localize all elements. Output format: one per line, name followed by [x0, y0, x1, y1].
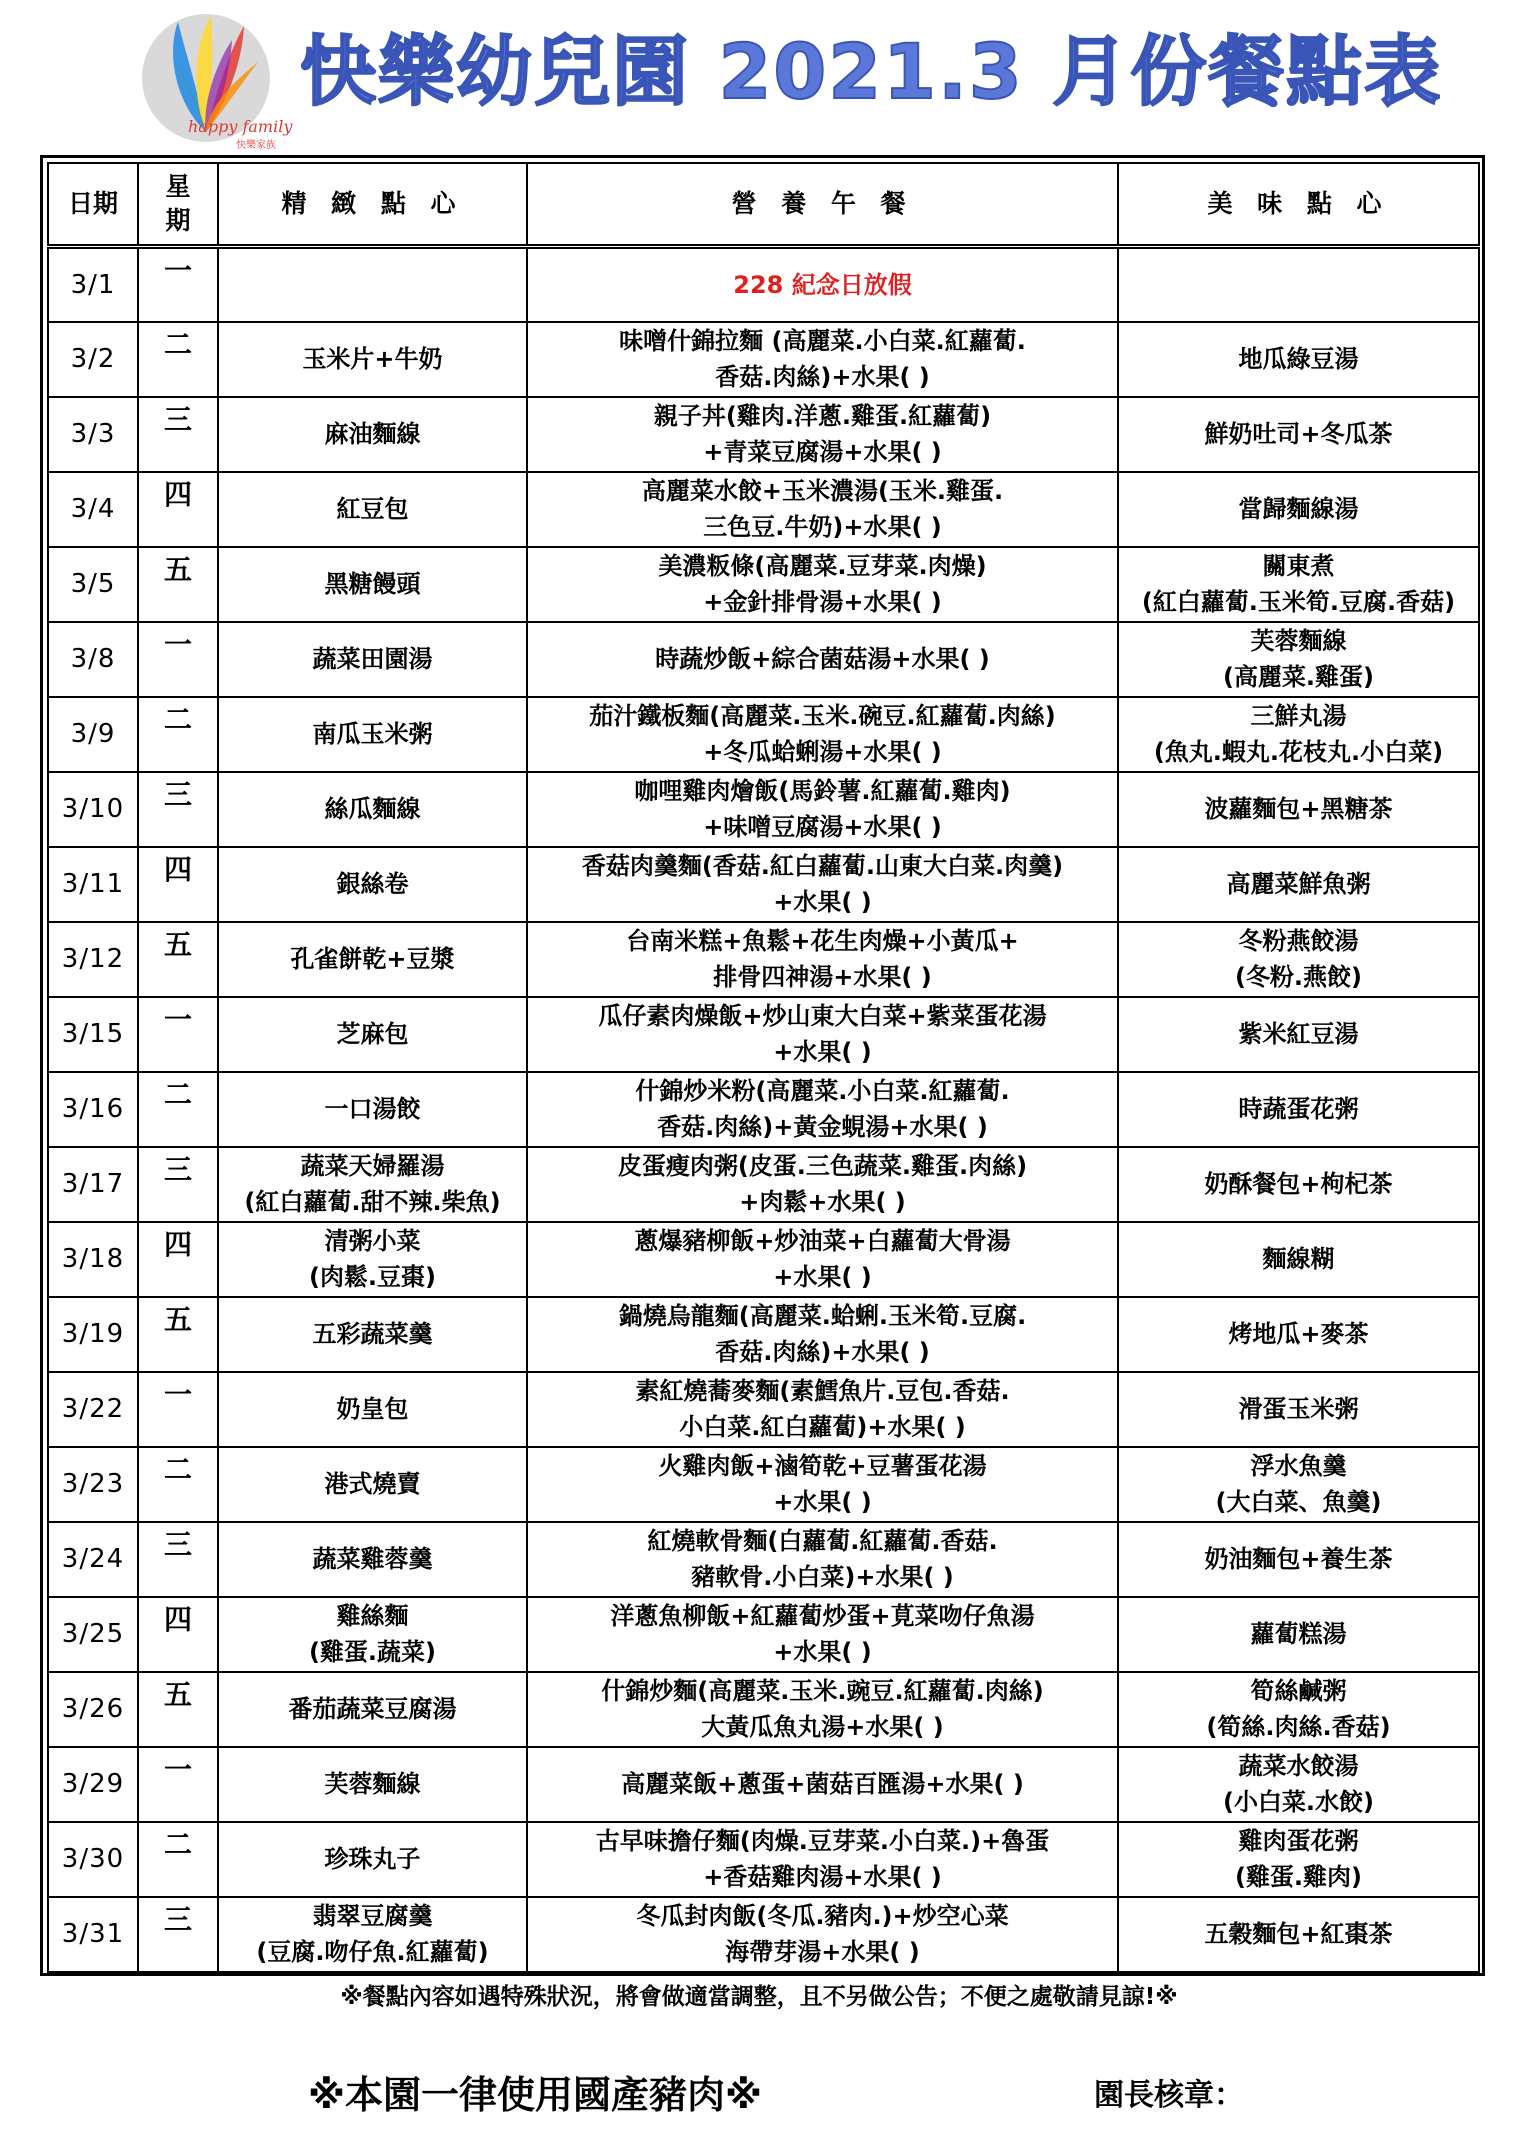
weekday-cell: 一: [138, 997, 218, 1072]
date-cell: 3/31: [48, 1897, 138, 1972]
table-row: [48, 1447, 1479, 1522]
pork-notice: ※本園一律使用國產豬肉※: [308, 2073, 762, 2117]
pm-snack-cell: 奶油麵包+養生茶: [1118, 1522, 1479, 1597]
weekday-cell: 三: [138, 397, 218, 472]
date-cell: 3/17: [48, 1147, 138, 1222]
column-header-date: 日期: [48, 163, 138, 247]
am-snack-cell: 紅豆包: [218, 472, 527, 547]
footnote: ※餐點內容如遇特殊狀況，將會做適當調整，且不另做公告；不便之處敬請見諒!※: [340, 1984, 1178, 2010]
weekday-cell: 四: [138, 1222, 218, 1297]
am-snack-cell: 一口湯餃: [218, 1072, 527, 1147]
weekday-cell: 五: [138, 922, 218, 997]
pm-snack-cell: 紫米紅豆湯: [1118, 997, 1479, 1072]
lunch-cell: 味噌什錦拉麵 (高麗菜.小白菜.紅蘿蔔. 香菇.肉絲)+水果( ): [527, 322, 1118, 397]
am-snack-cell: 珍珠丸子: [218, 1822, 527, 1897]
principal-stamp-label: 園長核章：: [1094, 2078, 1244, 2113]
table-row: [48, 1072, 1479, 1147]
pm-snack-cell: 浮水魚羹 (大白菜、魚羹): [1118, 1447, 1479, 1522]
table-row: [48, 997, 1479, 1072]
weekday-cell: 二: [138, 322, 218, 397]
weekday-cell: 三: [138, 1897, 218, 1972]
weekday-cell: 二: [138, 1447, 218, 1522]
column-header-lunch: 營 養 午 餐: [527, 163, 1118, 247]
table-row: [48, 1372, 1479, 1447]
table-row: [48, 1597, 1479, 1672]
table-row: [48, 472, 1479, 547]
lunch-cell: 香菇肉羹麵(香菇.紅白蘿蔔.山東大白菜.肉羹) +水果( ): [527, 847, 1118, 922]
am-snack-cell: 五彩蔬菜羹: [218, 1297, 527, 1372]
weekday-cell: 二: [138, 1072, 218, 1147]
menu-table-frame: [40, 155, 1485, 1976]
weekday-cell: 四: [138, 847, 218, 922]
lunch-cell: 紅燒軟骨麵(白蘿蔔.紅蘿蔔.香菇. 豬軟骨.小白菜)+水果( ): [527, 1522, 1118, 1597]
date-cell: 3/29: [48, 1747, 138, 1822]
lunch-cell: 瓜仔素肉燥飯+炒山東大白菜+紫菜蛋花湯 +水果( ): [527, 997, 1118, 1072]
date-cell: 3/3: [48, 397, 138, 472]
lunch-cell: 親子丼(雞肉.洋蔥.雞蛋.紅蘿蔔) +青菜豆腐湯+水果( ): [527, 397, 1118, 472]
lunch-cell: 228 紀念日放假: [527, 247, 1118, 322]
lunch-cell: 時蔬炒飯+綜合菌菇湯+水果( ): [527, 622, 1118, 697]
am-snack-cell: 黑糖饅頭: [218, 547, 527, 622]
weekday-cell: 四: [138, 472, 218, 547]
lunch-cell: 高麗菜飯+蔥蛋+菌菇百匯湯+水果( ): [527, 1747, 1118, 1822]
lunch-cell: 洋蔥魚柳飯+紅蘿蔔炒蛋+莧菜吻仔魚湯 +水果( ): [527, 1597, 1118, 1672]
date-cell: 3/26: [48, 1672, 138, 1747]
table-row: [48, 772, 1479, 847]
date-cell: 3/19: [48, 1297, 138, 1372]
am-snack-cell: 翡翠豆腐羹 (豆腐.吻仔魚.紅蘿蔔): [218, 1897, 527, 1972]
am-snack-cell: 番茄蔬菜豆腐湯: [218, 1672, 527, 1747]
table-header-row: [48, 163, 1479, 247]
weekday-cell: 五: [138, 1297, 218, 1372]
table-row: [48, 1222, 1479, 1297]
table-row: [48, 697, 1479, 772]
am-snack-cell: 奶皇包: [218, 1372, 527, 1447]
pm-snack-cell: 蘿蔔糕湯: [1118, 1597, 1479, 1672]
pm-snack-cell: 滑蛋玉米粥: [1118, 1372, 1479, 1447]
logo-subtext: 快樂家族: [236, 140, 276, 151]
date-cell: 3/12: [48, 922, 138, 997]
lunch-cell: 什錦炒麵(高麗菜.玉米.豌豆.紅蘿蔔.肉絲) 大黃瓜魚丸湯+水果( ): [527, 1672, 1118, 1747]
pm-snack-cell: 高麗菜鮮魚粥: [1118, 847, 1479, 922]
am-snack-cell: 孔雀餅乾+豆漿: [218, 922, 527, 997]
lunch-cell: 咖哩雞肉燴飯(馬鈴薯.紅蘿蔔.雞肉) +味噌豆腐湯+水果( ): [527, 772, 1118, 847]
am-snack-cell: 雞絲麵 (雞蛋.蔬菜): [218, 1597, 527, 1672]
happy-family-logo: [136, 14, 308, 154]
page-title: 快樂幼兒園 2021.3 月份餐點表: [300, 27, 1443, 116]
pm-snack-cell: 時蔬蛋花粥: [1118, 1072, 1479, 1147]
date-cell: 3/8: [48, 622, 138, 697]
pm-snack-cell: 鮮奶吐司+冬瓜茶: [1118, 397, 1479, 472]
pm-snack-cell: 蔬菜水餃湯 (小白菜.水餃): [1118, 1747, 1479, 1822]
date-cell: 3/24: [48, 1522, 138, 1597]
lunch-cell: 高麗菜水餃+玉米濃湯(玉米.雞蛋. 三色豆.牛奶)+水果( ): [527, 472, 1118, 547]
weekday-cell: 三: [138, 1522, 218, 1597]
table-row: [48, 922, 1479, 997]
table-row: [48, 1747, 1479, 1822]
pm-snack-cell: 當歸麵線湯: [1118, 472, 1479, 547]
table-row: [48, 1672, 1479, 1747]
date-cell: 3/10: [48, 772, 138, 847]
am-snack-cell: 蔬菜天婦羅湯 (紅白蘿蔔.甜不辣.柴魚): [218, 1147, 527, 1222]
weekday-cell: 五: [138, 1672, 218, 1747]
pm-snack-cell: 芙蓉麵線 (高麗菜.雞蛋): [1118, 622, 1479, 697]
pm-snack-cell: 地瓜綠豆湯: [1118, 322, 1479, 397]
pm-snack-cell: 烤地瓜+麥茶: [1118, 1297, 1479, 1372]
pm-snack-cell: 冬粉燕餃湯 (冬粉.燕餃): [1118, 922, 1479, 997]
pm-snack-cell: 波蘿麵包+黑糖茶: [1118, 772, 1479, 847]
am-snack-cell: 玉米片+牛奶: [218, 322, 527, 397]
table-row: [48, 1822, 1479, 1897]
lunch-cell: 鍋燒烏龍麵(高麗菜.蛤蜊.玉米筍.豆腐. 香菇.肉絲)+水果( ): [527, 1297, 1118, 1372]
table-row: [48, 1297, 1479, 1372]
am-snack-cell: 清粥小菜 (肉鬆.豆棗): [218, 1222, 527, 1297]
date-cell: 3/22: [48, 1372, 138, 1447]
pm-snack-cell: 五穀麵包+紅棗茶: [1118, 1897, 1479, 1972]
am-snack-cell: 銀絲卷: [218, 847, 527, 922]
header: [0, 0, 1518, 160]
lunch-cell: 美濃粄條(高麗菜.豆芽菜.肉燥) +金針排骨湯+水果( ): [527, 547, 1118, 622]
lunch-cell: 蔥爆豬柳飯+炒油菜+白蘿蔔大骨湯 +水果( ): [527, 1222, 1118, 1297]
date-cell: 3/11: [48, 847, 138, 922]
table-row: [48, 1897, 1479, 1972]
pm-snack-cell: 雞肉蛋花粥 (雞蛋.雞肉): [1118, 1822, 1479, 1897]
table-row: [48, 847, 1479, 922]
table-row: [48, 622, 1479, 697]
am-snack-cell: 麻油麵線: [218, 397, 527, 472]
lunch-cell: 火雞肉飯+滷筍乾+豆薯蛋花湯 +水果( ): [527, 1447, 1118, 1522]
pm-snack-cell: 麵線糊: [1118, 1222, 1479, 1297]
am-snack-cell: 芙蓉麵線: [218, 1747, 527, 1822]
date-cell: 3/25: [48, 1597, 138, 1672]
table-row: [48, 1147, 1479, 1222]
weekday-cell: 一: [138, 1372, 218, 1447]
date-cell: 3/30: [48, 1822, 138, 1897]
weekday-cell: 四: [138, 1597, 218, 1672]
pm-snack-cell: 筍絲鹹粥 (筍絲.肉絲.香菇): [1118, 1672, 1479, 1747]
date-cell: 3/23: [48, 1447, 138, 1522]
am-snack-cell: 港式燒賣: [218, 1447, 527, 1522]
am-snack-cell: 南瓜玉米粥: [218, 697, 527, 772]
menu-table-body: [48, 247, 1479, 1972]
lunch-cell: 皮蛋瘦肉粥(皮蛋.三色蔬菜.雞蛋.肉絲) +肉鬆+水果( ): [527, 1147, 1118, 1222]
weekday-cell: 三: [138, 772, 218, 847]
lunch-cell: 什錦炒米粉(高麗菜.小白菜.紅蘿蔔. 香菇.肉絲)+黃金蜆湯+水果( ): [527, 1072, 1118, 1147]
weekday-cell: 三: [138, 1147, 218, 1222]
am-snack-cell: 芝麻包: [218, 997, 527, 1072]
date-cell: 3/1: [48, 247, 138, 322]
pm-snack-cell: 關東煮 (紅白蘿蔔.玉米筍.豆腐.香菇): [1118, 547, 1479, 622]
date-cell: 3/18: [48, 1222, 138, 1297]
weekday-cell: 一: [138, 622, 218, 697]
date-cell: 3/16: [48, 1072, 138, 1147]
lunch-cell: 冬瓜封肉飯(冬瓜.豬肉.)+炒空心菜 海帶芽湯+水果( ): [527, 1897, 1118, 1972]
table-row: [48, 1522, 1479, 1597]
weekday-cell: 一: [138, 1747, 218, 1822]
date-cell: 3/9: [48, 697, 138, 772]
am-snack-cell: 蔬菜雞蓉羹: [218, 1522, 527, 1597]
weekday-cell: 五: [138, 547, 218, 622]
lunch-cell: 古早味擔仔麵(肉燥.豆芽菜.小白菜.)+魯蛋 +香菇雞肉湯+水果( ): [527, 1822, 1118, 1897]
am-snack-cell: 絲瓜麵線: [218, 772, 527, 847]
lunch-cell: 台南米糕+魚鬆+花生肉燥+小黃瓜+ 排骨四神湯+水果( ): [527, 922, 1118, 997]
date-cell: 3/5: [48, 547, 138, 622]
pm-snack-cell: [1118, 247, 1479, 322]
weekday-cell: 二: [138, 697, 218, 772]
pm-snack-cell: 奶酥餐包+枸杞茶: [1118, 1147, 1479, 1222]
date-cell: 3/2: [48, 322, 138, 397]
date-cell: 3/15: [48, 997, 138, 1072]
lunch-cell: 茄汁鐵板麵(高麗菜.玉米.碗豆.紅蘿蔔.肉絲) +冬瓜蛤蜊湯+水果( ): [527, 697, 1118, 772]
weekday-cell: 二: [138, 1822, 218, 1897]
column-header-am-snack: 精 緻 點 心: [218, 163, 527, 247]
column-header-pm-snack: 美 味 點 心: [1118, 163, 1479, 247]
menu-table: [47, 162, 1480, 1973]
date-cell: 3/4: [48, 472, 138, 547]
pm-snack-cell: 三鮮丸湯 (魚丸.蝦丸.花枝丸.小白菜): [1118, 697, 1479, 772]
logo-text: happy family: [188, 117, 293, 136]
table-row: [48, 547, 1479, 622]
weekday-cell: 一: [138, 247, 218, 322]
table-row: [48, 247, 1479, 322]
am-snack-cell: [218, 247, 527, 322]
table-row: [48, 397, 1479, 472]
lunch-cell: 素紅燒蕎麥麵(素鱈魚片.豆包.香菇. 小白菜.紅白蘿蔔)+水果( ): [527, 1372, 1118, 1447]
am-snack-cell: 蔬菜田園湯: [218, 622, 527, 697]
table-row: [48, 322, 1479, 397]
column-header-weekday: 星 期: [138, 163, 218, 247]
